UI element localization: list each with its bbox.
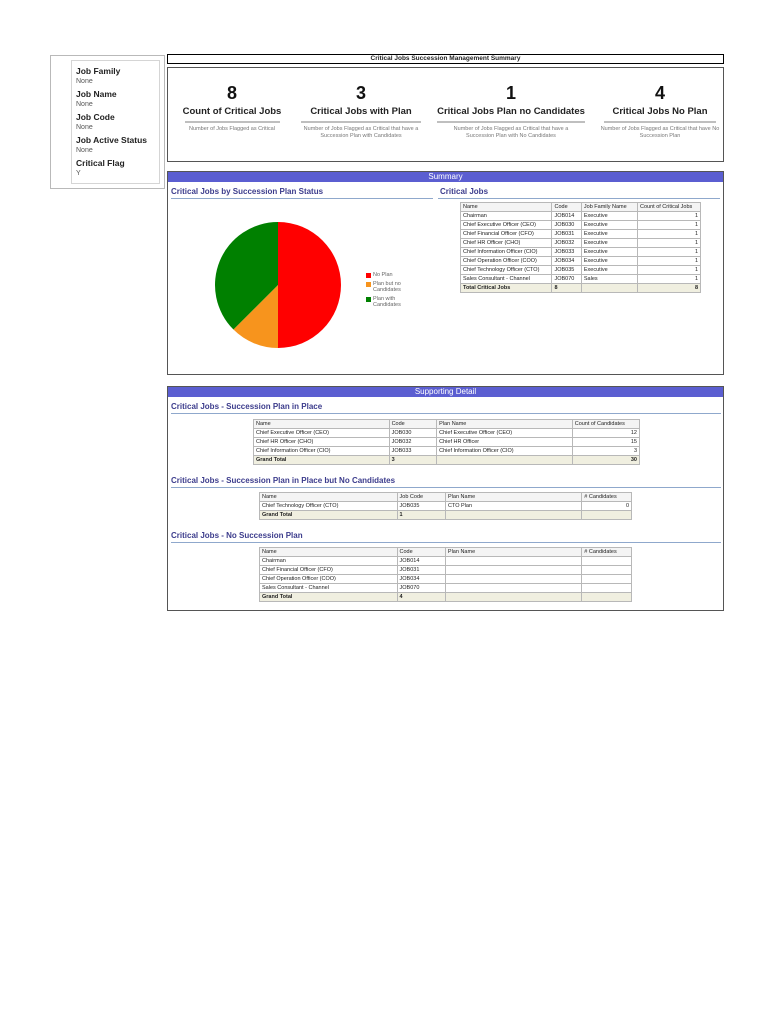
total-row	[260, 593, 632, 602]
table-cell: 1	[637, 266, 700, 275]
table-row[interactable]	[461, 221, 701, 230]
total-cell	[581, 284, 637, 293]
table-cell: Executive	[581, 230, 637, 239]
plan-no-candidates-title: Critical Jobs - Succession Plan in Place but No Candidates	[171, 476, 396, 485]
legend-swatch	[366, 273, 371, 278]
filter-label: Job Name	[76, 89, 117, 99]
table-cell	[445, 575, 581, 584]
kpi-panel	[167, 67, 724, 162]
filter-value: Y	[76, 170, 81, 177]
table-row[interactable]	[461, 212, 701, 221]
filter-job-name[interactable]	[76, 89, 159, 109]
legend-label: Plan with Candidates	[373, 296, 401, 308]
table-cell: Chief Executive Officer (CEO)	[461, 221, 552, 230]
legend-label: No Plan	[373, 272, 393, 278]
table-cell: JOB033	[389, 447, 437, 456]
kpi-number: 1	[505, 83, 516, 103]
table-cell: Sales Consultant - Channel	[461, 275, 552, 284]
pie-slice-no-plan[interactable]	[278, 222, 341, 348]
total-cell	[582, 511, 632, 520]
filter-panel	[50, 55, 165, 189]
table-row[interactable]	[260, 584, 632, 593]
table-row[interactable]	[461, 257, 701, 266]
total-cell: Grand Total	[260, 511, 398, 520]
table-cell: Executive	[581, 221, 637, 230]
kpi-number: 4	[654, 83, 665, 103]
table-cell: JOB030	[389, 429, 437, 438]
table-cell: Chief Executive Officer (CEO)	[437, 429, 573, 438]
filter-label: Job Active Status	[76, 135, 148, 145]
kpi-title: Critical Jobs Plan no Candidates	[437, 106, 585, 117]
column-header[interactable]: Code	[389, 420, 437, 429]
column-header[interactable]: Name	[260, 548, 398, 557]
table-cell: 0	[582, 502, 632, 511]
total-cell: 8	[637, 284, 700, 293]
table-cell: Chief Operation Officer (COO)	[461, 257, 552, 266]
table-cell	[582, 566, 632, 575]
critical-jobs-underline	[438, 198, 720, 199]
filter-list	[71, 60, 160, 184]
column-header[interactable]: Plan Name	[437, 420, 573, 429]
table-cell: 3	[572, 447, 639, 456]
table-cell: Chief Executive Officer (CEO)	[254, 429, 390, 438]
column-header[interactable]: Count of Candidates	[572, 420, 639, 429]
table-row[interactable]	[260, 557, 632, 566]
table-cell: Chief Financial Officer (CFO)	[461, 230, 552, 239]
table-cell	[445, 566, 581, 575]
filter-label: Job Code	[76, 112, 115, 122]
column-header[interactable]: # Candidates	[582, 493, 632, 502]
table-row[interactable]	[260, 566, 632, 575]
table-cell: Chief Information Officer (CIO)	[437, 447, 573, 456]
total-cell	[437, 456, 573, 465]
filter-job-code[interactable]	[76, 112, 159, 132]
total-cell: 8	[552, 284, 581, 293]
filter-label: Critical Flag	[76, 158, 125, 168]
table-cell: JOB014	[552, 212, 581, 221]
table-cell	[582, 575, 632, 584]
column-header[interactable]: Code	[552, 203, 581, 212]
kpi-critical-jobs-with-plan	[300, 83, 422, 140]
kpi-divider	[185, 121, 280, 123]
table-row[interactable]	[260, 502, 632, 511]
kpi-description: Number of Jobs Flagged as Critical that have a Succession Plan with Candidates	[303, 126, 419, 139]
chart-title: Critical Jobs by Succession Plan Status	[171, 187, 324, 196]
filter-value: None	[76, 101, 93, 108]
table-cell: Sales	[581, 275, 637, 284]
column-header[interactable]: Count of Critical Jobs	[637, 203, 700, 212]
table-cell: Chief Technology Officer (CTO)	[260, 502, 398, 511]
table-cell: JOB014	[397, 557, 445, 566]
kpi-number: 3	[355, 83, 366, 103]
legend-label: Plan but no Candidates	[373, 281, 401, 293]
table-cell: Executive	[581, 266, 637, 275]
table-cell: Executive	[581, 212, 637, 221]
table-row[interactable]	[461, 275, 701, 284]
table-cell	[582, 584, 632, 593]
kpi-divider	[437, 121, 585, 123]
table-cell: Executive	[581, 257, 637, 266]
kpi-number: 8	[226, 83, 237, 103]
total-cell: Grand Total	[254, 456, 390, 465]
total-cell: 1	[397, 511, 445, 520]
table-cell	[445, 584, 581, 593]
total-row	[260, 511, 632, 520]
table-cell: 1	[637, 212, 700, 221]
kpi-divider	[604, 121, 716, 123]
total-cell: 4	[397, 593, 445, 602]
kpi-count-critical-jobs	[178, 83, 286, 133]
table-row[interactable]	[254, 438, 640, 447]
table-row[interactable]	[461, 266, 701, 275]
legend-swatch	[366, 297, 371, 302]
total-cell	[445, 593, 581, 602]
table-cell: JOB035	[552, 266, 581, 275]
kpi-title: Critical Jobs with Plan	[310, 106, 412, 117]
plan-in-place-title: Critical Jobs - Succession Plan in Place	[171, 402, 323, 411]
table-cell: 1	[637, 248, 700, 257]
plan-in-place-underline	[171, 413, 721, 414]
table-row[interactable]	[461, 248, 701, 257]
table-row[interactable]	[254, 429, 640, 438]
table-cell: JOB034	[552, 257, 581, 266]
kpi-description: Number of Jobs Flagged as Critical that have No Succession Plan	[600, 126, 720, 139]
table-cell: JOB035	[397, 502, 445, 511]
table-cell: JOB033	[552, 248, 581, 257]
total-cell: Total Critical Jobs	[461, 284, 552, 293]
no-plan-title: Critical Jobs - No Succession Plan	[171, 531, 303, 540]
column-header[interactable]: Plan Name	[445, 548, 581, 557]
filter-critical-flag[interactable]	[76, 158, 159, 178]
kpi-title: Critical Jobs No Plan	[612, 106, 708, 117]
table-cell: Executive	[581, 248, 637, 257]
table-cell: Chief Technology Officer (CTO)	[461, 266, 552, 275]
filter-job-active-status[interactable]	[76, 135, 159, 155]
table-cell: Chief Information Officer (CIO)	[461, 248, 552, 257]
table-cell: Chief Information Officer (CIO)	[254, 447, 390, 456]
table-row[interactable]	[254, 447, 640, 456]
legend-item-plan-no-candidates	[366, 281, 407, 293]
total-cell: 30	[572, 456, 639, 465]
table-cell	[445, 557, 581, 566]
table-cell: 15	[572, 438, 639, 447]
table-cell: Chief HR Officer	[437, 438, 573, 447]
pie-legend	[366, 272, 407, 311]
table-row[interactable]	[461, 230, 701, 239]
kpi-critical-jobs-plan-no-candidates	[436, 83, 586, 140]
table-cell: 12	[572, 429, 639, 438]
column-header[interactable]: Name	[254, 420, 390, 429]
table-header-row	[260, 548, 632, 557]
total-cell: Grand Total	[260, 593, 398, 602]
table-cell: Chairman	[461, 212, 552, 221]
plan-in-place-table	[253, 419, 640, 465]
filter-value: None	[76, 78, 93, 85]
total-cell	[582, 593, 632, 602]
filter-job-family[interactable]	[76, 66, 159, 86]
table-cell: Sales Consultant - Channel	[260, 584, 398, 593]
kpi-title: Count of Critical Jobs	[182, 106, 282, 117]
legend-item-plan-with-candidates	[366, 296, 407, 308]
column-header[interactable]: Plan Name	[446, 493, 582, 502]
legend-swatch	[366, 282, 371, 287]
column-header[interactable]: Name	[461, 203, 552, 212]
no-plan-underline	[171, 542, 721, 543]
legend-item-no-plan	[366, 272, 407, 278]
table-cell: JOB031	[397, 566, 445, 575]
no-plan-table	[259, 547, 632, 602]
table-cell: Chief Financial Officer (CFO)	[260, 566, 398, 575]
table-cell: JOB070	[552, 275, 581, 284]
filter-value: None	[76, 147, 93, 154]
table-cell: 1	[637, 239, 700, 248]
kpi-description: Number of Jobs Flagged as Critical	[189, 126, 275, 132]
filter-value: None	[76, 124, 93, 131]
total-cell: 3	[389, 456, 437, 465]
column-header[interactable]: Name	[260, 493, 398, 502]
table-cell: Chief Operation Officer (COO)	[260, 575, 398, 584]
table-cell: Chief HR Officer (CHO)	[461, 239, 552, 248]
table-cell: Executive	[581, 239, 637, 248]
report-title: Critical Jobs Succession Management Summary	[167, 54, 724, 64]
total-cell	[446, 511, 582, 520]
total-row	[461, 284, 701, 293]
table-cell: 1	[637, 221, 700, 230]
critical-jobs-title: Critical Jobs	[440, 187, 489, 196]
plan-no-candidates-table	[259, 492, 632, 520]
summary-bar: Summary	[168, 172, 723, 182]
table-cell: JOB034	[397, 575, 445, 584]
kpi-critical-jobs-no-plan	[600, 83, 720, 140]
chart-title-underline	[171, 198, 433, 199]
table-header-row	[461, 203, 701, 212]
critical-jobs-table	[460, 202, 701, 293]
table-row[interactable]	[260, 575, 632, 584]
column-header[interactable]: # Candidates	[582, 548, 632, 557]
table-cell: JOB031	[552, 230, 581, 239]
kpi-divider	[301, 121, 421, 123]
table-cell: Chief HR Officer (CHO)	[254, 438, 390, 447]
kpi-description: Number of Jobs Flagged as Critical that have a Succession Plan with No Candidates	[453, 126, 569, 139]
table-cell: JOB030	[552, 221, 581, 230]
table-cell: JOB032	[389, 438, 437, 447]
column-header[interactable]: Job Code	[397, 493, 445, 502]
total-row	[254, 456, 640, 465]
table-cell: 1	[637, 230, 700, 239]
column-header[interactable]: Job Family Name	[581, 203, 637, 212]
filter-label: Job Family	[76, 66, 121, 76]
table-cell: JOB070	[397, 584, 445, 593]
supporting-detail-bar: Supporting Detail	[168, 387, 723, 397]
table-cell: 1	[637, 275, 700, 284]
plan-no-candidates-underline	[171, 487, 721, 488]
table-cell: 1	[637, 257, 700, 266]
table-cell: JOB032	[552, 239, 581, 248]
table-cell: Chairman	[260, 557, 398, 566]
table-row[interactable]	[461, 239, 701, 248]
column-header[interactable]: Code	[397, 548, 445, 557]
table-header-row	[260, 493, 632, 502]
table-cell: CTO Plan	[446, 502, 582, 511]
table-cell	[582, 557, 632, 566]
table-header-row	[254, 420, 640, 429]
